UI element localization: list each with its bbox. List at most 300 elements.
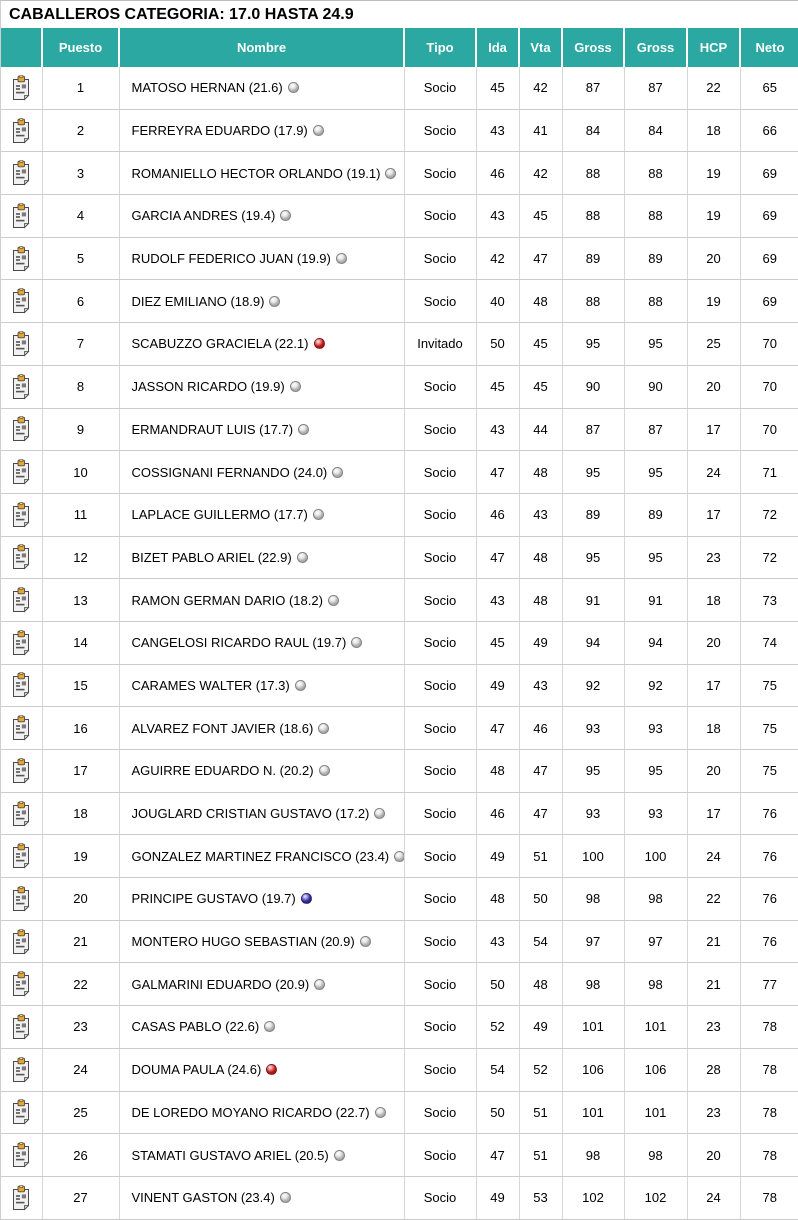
- tipo-cell: Socio: [404, 365, 476, 408]
- scorecard-icon[interactable]: [10, 971, 32, 997]
- gross-2-cell: 87: [624, 67, 687, 109]
- ida-cell: 49: [476, 835, 519, 878]
- hcp-cell: 19: [687, 195, 740, 238]
- ida-cell: 43: [476, 408, 519, 451]
- vta-cell: 49: [519, 621, 562, 664]
- player-name: SCABUZZO GRACIELA (22.1): [131, 336, 309, 352]
- table-row: [1, 451, 798, 494]
- scorecard-icon[interactable]: [10, 843, 32, 869]
- puesto-cell: 12: [42, 536, 119, 579]
- player-name: CANGELOSI RICARDO RAUL (19.7): [131, 635, 347, 651]
- vta-cell: 47: [519, 750, 562, 793]
- nombre-cell: [119, 152, 404, 195]
- puesto-cell: 10: [42, 451, 119, 494]
- player-name: ERMANDRAUT LUIS (17.7): [131, 421, 294, 437]
- tipo-cell: Socio: [404, 451, 476, 494]
- player-name: STAMATI GUSTAVO ARIEL (20.5): [131, 1147, 329, 1163]
- player-name: DOUMA PAULA (24.6): [131, 1062, 262, 1078]
- scorecard-icon[interactable]: [10, 331, 32, 357]
- scorecard-icon[interactable]: [10, 203, 32, 229]
- page-title: CABALLEROS CATEGORIA: 17.0 HASTA 24.9: [9, 6, 354, 23]
- table-row: [1, 408, 798, 451]
- hcp-cell: 22: [687, 878, 740, 921]
- puesto-cell: 17: [42, 750, 119, 793]
- table-row: [1, 365, 798, 408]
- tipo-cell: Socio: [404, 835, 476, 878]
- ida-cell: 47: [476, 536, 519, 579]
- status-dot-icon: [264, 1021, 275, 1032]
- nombre-cell: [119, 237, 404, 280]
- scorecard-icon[interactable]: [10, 160, 32, 186]
- scorecard-cell: [1, 1176, 42, 1219]
- hcp-cell: 24: [687, 835, 740, 878]
- table-row: [1, 195, 798, 238]
- gross-2-cell: 102: [624, 1176, 687, 1219]
- scorecard-icon[interactable]: [10, 758, 32, 784]
- table-row: [1, 493, 798, 536]
- scorecard-cell: [1, 280, 42, 323]
- tipo-cell: Socio: [404, 408, 476, 451]
- neto-cell: 78: [740, 1048, 798, 1091]
- table-row: [1, 1048, 798, 1091]
- nombre-cell: [119, 365, 404, 408]
- neto-cell: 76: [740, 878, 798, 921]
- scorecard-cell: [1, 536, 42, 579]
- header-puesto: Puesto: [42, 28, 119, 67]
- gross-2-cell: 98: [624, 1134, 687, 1177]
- header-neto: Neto: [740, 28, 798, 67]
- tipo-cell: Socio: [404, 195, 476, 238]
- scorecard-icon[interactable]: [10, 502, 32, 528]
- ida-cell: 49: [476, 664, 519, 707]
- gross-cell: 87: [562, 67, 624, 109]
- tipo-cell: Socio: [404, 1176, 476, 1219]
- table-row: [1, 1176, 798, 1219]
- neto-cell: 72: [740, 536, 798, 579]
- vta-cell: 44: [519, 408, 562, 451]
- ida-cell: 43: [476, 109, 519, 152]
- ida-cell: 45: [476, 621, 519, 664]
- player-name: FERREYRA EDUARDO (17.9): [131, 123, 308, 139]
- gross-cell: 106: [562, 1048, 624, 1091]
- gross-cell: 98: [562, 963, 624, 1006]
- tipo-cell: Socio: [404, 963, 476, 1006]
- nombre-cell: [119, 1091, 404, 1134]
- nombre-cell: [119, 1176, 404, 1219]
- scorecard-icon[interactable]: [10, 374, 32, 400]
- gross-cell: 91: [562, 579, 624, 622]
- vta-cell: 52: [519, 1048, 562, 1091]
- table-row: [1, 835, 798, 878]
- player-name: ALVAREZ FONT JAVIER (18.6): [131, 720, 314, 736]
- vta-cell: 48: [519, 963, 562, 1006]
- scorecard-cell: [1, 1134, 42, 1177]
- nombre-cell: [119, 621, 404, 664]
- ida-cell: 52: [476, 1006, 519, 1049]
- gross-cell: 93: [562, 707, 624, 750]
- tipo-cell: Socio: [404, 536, 476, 579]
- ida-cell: 45: [476, 67, 519, 109]
- player-name: LAPLACE GUILLERMO (17.7): [131, 507, 308, 523]
- ida-cell: 46: [476, 792, 519, 835]
- header-icon-col: [1, 28, 42, 67]
- scorecard-icon[interactable]: [10, 1142, 32, 1168]
- gross-2-cell: 100: [624, 835, 687, 878]
- gross-2-cell: 95: [624, 451, 687, 494]
- nombre-cell: [119, 707, 404, 750]
- header-vta: Vta: [519, 28, 562, 67]
- neto-cell: 70: [740, 408, 798, 451]
- ida-cell: 43: [476, 195, 519, 238]
- ida-cell: 48: [476, 878, 519, 921]
- status-dot-icon: [375, 1107, 386, 1118]
- neto-cell: 78: [740, 1006, 798, 1049]
- nombre-cell: [119, 792, 404, 835]
- neto-cell: 77: [740, 963, 798, 1006]
- vta-cell: 48: [519, 280, 562, 323]
- tipo-cell: Socio: [404, 1006, 476, 1049]
- puesto-cell: 24: [42, 1048, 119, 1091]
- neto-cell: 71: [740, 451, 798, 494]
- hcp-cell: 17: [687, 792, 740, 835]
- ida-cell: 50: [476, 1091, 519, 1134]
- nombre-cell: [119, 109, 404, 152]
- puesto-cell: 22: [42, 963, 119, 1006]
- player-name: MATOSO HERNAN (21.6): [131, 80, 283, 96]
- neto-cell: 69: [740, 280, 798, 323]
- hcp-cell: 19: [687, 280, 740, 323]
- player-name: JOUGLARD CRISTIAN GUSTAVO (17.2): [131, 806, 370, 822]
- gross-cell: 90: [562, 365, 624, 408]
- neto-cell: 78: [740, 1091, 798, 1134]
- neto-cell: 76: [740, 792, 798, 835]
- tipo-cell: Socio: [404, 67, 476, 109]
- neto-cell: 76: [740, 835, 798, 878]
- hcp-cell: 20: [687, 1134, 740, 1177]
- status-dot-icon: [266, 1064, 277, 1075]
- scorecard-icon[interactable]: [10, 1057, 32, 1083]
- status-dot-icon: [269, 296, 280, 307]
- puesto-cell: 19: [42, 835, 119, 878]
- table-row: [1, 1006, 798, 1049]
- ida-cell: 49: [476, 1176, 519, 1219]
- player-name: JASSON RICARDO (19.9): [131, 379, 285, 395]
- gross-2-cell: 89: [624, 237, 687, 280]
- neto-cell: 78: [740, 1134, 798, 1177]
- tipo-cell: Socio: [404, 792, 476, 835]
- gross-cell: 95: [562, 451, 624, 494]
- vta-cell: 54: [519, 920, 562, 963]
- scorecard-icon[interactable]: [10, 929, 32, 955]
- results-table: [1, 28, 798, 1220]
- status-dot-icon: [314, 979, 325, 990]
- header-row: [1, 28, 798, 67]
- scorecard-cell: [1, 621, 42, 664]
- nombre-cell: [119, 664, 404, 707]
- gross-cell: 87: [562, 408, 624, 451]
- gross-cell: 102: [562, 1176, 624, 1219]
- gross-2-cell: 94: [624, 621, 687, 664]
- gross-cell: 101: [562, 1006, 624, 1049]
- gross-cell: 88: [562, 195, 624, 238]
- neto-cell: 76: [740, 920, 798, 963]
- status-dot-icon: [385, 168, 396, 179]
- table-row: [1, 280, 798, 323]
- gross-cell: 95: [562, 536, 624, 579]
- scorecard-cell: [1, 493, 42, 536]
- header-hcp: HCP: [687, 28, 740, 67]
- scorecard-cell: [1, 237, 42, 280]
- puesto-cell: 25: [42, 1091, 119, 1134]
- puesto-cell: 23: [42, 1006, 119, 1049]
- status-dot-icon: [297, 552, 308, 563]
- status-dot-icon: [351, 637, 362, 648]
- status-dot-icon: [288, 82, 299, 93]
- table-row: [1, 323, 798, 366]
- puesto-cell: 5: [42, 237, 119, 280]
- nombre-cell: [119, 835, 404, 878]
- gross-2-cell: 95: [624, 750, 687, 793]
- gross-cell: 95: [562, 323, 624, 366]
- neto-cell: 75: [740, 750, 798, 793]
- vta-cell: 48: [519, 451, 562, 494]
- hcp-cell: 18: [687, 707, 740, 750]
- tipo-cell: Socio: [404, 237, 476, 280]
- puesto-cell: 7: [42, 323, 119, 366]
- neto-cell: 69: [740, 195, 798, 238]
- hcp-cell: 28: [687, 1048, 740, 1091]
- puesto-cell: 16: [42, 707, 119, 750]
- neto-cell: 69: [740, 152, 798, 195]
- player-name: DIEZ EMILIANO (18.9): [131, 293, 265, 309]
- player-name: PRINCIPE GUSTAVO (19.7): [131, 891, 296, 907]
- nombre-cell: [119, 493, 404, 536]
- player-name: GALMARINI EDUARDO (20.9): [131, 976, 310, 992]
- ida-cell: 47: [476, 1134, 519, 1177]
- player-name: BIZET PABLO ARIEL (22.9): [131, 549, 292, 565]
- nombre-cell: [119, 323, 404, 366]
- scorecard-cell: [1, 1091, 42, 1134]
- gross-2-cell: 93: [624, 707, 687, 750]
- tipo-cell: Socio: [404, 1134, 476, 1177]
- hcp-cell: 24: [687, 1176, 740, 1219]
- hcp-cell: 25: [687, 323, 740, 366]
- tipo-cell: Socio: [404, 750, 476, 793]
- scorecard-cell: [1, 67, 42, 109]
- status-dot-icon: [334, 1150, 345, 1161]
- gross-2-cell: 87: [624, 408, 687, 451]
- scorecard-cell: [1, 792, 42, 835]
- scorecard-icon[interactable]: [10, 288, 32, 314]
- scorecard-icon[interactable]: [10, 715, 32, 741]
- gross-cell: 88: [562, 152, 624, 195]
- vta-cell: 41: [519, 109, 562, 152]
- hcp-cell: 23: [687, 1091, 740, 1134]
- nombre-cell: [119, 579, 404, 622]
- status-dot-icon: [332, 467, 343, 478]
- tipo-cell: Socio: [404, 280, 476, 323]
- puesto-cell: 15: [42, 664, 119, 707]
- scorecard-cell: [1, 451, 42, 494]
- gross-2-cell: 93: [624, 792, 687, 835]
- scorecard-icon[interactable]: [10, 118, 32, 144]
- scorecard-icon[interactable]: [10, 886, 32, 912]
- table-row: [1, 963, 798, 1006]
- hcp-cell: 22: [687, 67, 740, 109]
- scorecard-icon[interactable]: [10, 587, 32, 613]
- gross-2-cell: 88: [624, 152, 687, 195]
- tipo-cell: Socio: [404, 1091, 476, 1134]
- table-row: [1, 707, 798, 750]
- nombre-cell: [119, 963, 404, 1006]
- vta-cell: 46: [519, 707, 562, 750]
- tipo-cell: Socio: [404, 664, 476, 707]
- gross-2-cell: 88: [624, 195, 687, 238]
- scorecard-icon[interactable]: [10, 75, 32, 101]
- gross-2-cell: 95: [624, 323, 687, 366]
- tipo-cell: Socio: [404, 1048, 476, 1091]
- tipo-cell: Socio: [404, 878, 476, 921]
- gross-2-cell: 101: [624, 1091, 687, 1134]
- puesto-cell: 9: [42, 408, 119, 451]
- neto-cell: 75: [740, 707, 798, 750]
- header-tipo: Tipo: [404, 28, 476, 67]
- table-row: [1, 579, 798, 622]
- tipo-cell: Socio: [404, 707, 476, 750]
- scorecard-icon[interactable]: [10, 246, 32, 272]
- scorecard-icon[interactable]: [10, 459, 32, 485]
- hcp-cell: 18: [687, 109, 740, 152]
- ida-cell: 54: [476, 1048, 519, 1091]
- scorecard-icon[interactable]: [10, 544, 32, 570]
- scorecard-icon[interactable]: [10, 416, 32, 442]
- scorecard-icon[interactable]: [10, 630, 32, 656]
- status-dot-icon: [301, 893, 312, 904]
- header-nombre: Nombre: [119, 28, 404, 67]
- vta-cell: 51: [519, 1091, 562, 1134]
- table-row: [1, 792, 798, 835]
- vta-cell: 42: [519, 152, 562, 195]
- puesto-cell: 8: [42, 365, 119, 408]
- player-name: CASAS PABLO (22.6): [131, 1019, 260, 1035]
- player-name: RUDOLF FEDERICO JUAN (19.9): [131, 251, 331, 267]
- gross-cell: 92: [562, 664, 624, 707]
- vta-cell: 48: [519, 536, 562, 579]
- status-dot-icon: [319, 765, 330, 776]
- ida-cell: 40: [476, 280, 519, 323]
- gross-2-cell: 92: [624, 664, 687, 707]
- scorecard-icon[interactable]: [10, 1185, 32, 1211]
- status-dot-icon: [295, 680, 306, 691]
- scorecard-cell: [1, 109, 42, 152]
- scorecard-icon[interactable]: [10, 1099, 32, 1125]
- hcp-cell: 20: [687, 621, 740, 664]
- player-name: MONTERO HUGO SEBASTIAN (20.9): [131, 934, 355, 950]
- status-dot-icon: [313, 125, 324, 136]
- puesto-cell: 2: [42, 109, 119, 152]
- ida-cell: 43: [476, 920, 519, 963]
- scorecard-cell: [1, 1048, 42, 1091]
- hcp-cell: 20: [687, 750, 740, 793]
- status-dot-icon: [336, 253, 347, 264]
- scorecard-icon[interactable]: [10, 801, 32, 827]
- player-name: VINENT GASTON (23.4): [131, 1190, 275, 1206]
- scorecard-cell: [1, 707, 42, 750]
- hcp-cell: 20: [687, 237, 740, 280]
- gross-cell: 94: [562, 621, 624, 664]
- gross-2-cell: 95: [624, 536, 687, 579]
- vta-cell: 45: [519, 365, 562, 408]
- scorecard-cell: [1, 835, 42, 878]
- nombre-cell: [119, 920, 404, 963]
- player-name: RAMON GERMAN DARIO (18.2): [131, 592, 323, 608]
- header-gross-2: Gross: [624, 28, 687, 67]
- gross-2-cell: 91: [624, 579, 687, 622]
- neto-cell: 72: [740, 493, 798, 536]
- puesto-cell: 27: [42, 1176, 119, 1219]
- status-dot-icon: [360, 936, 371, 947]
- scorecard-cell: [1, 579, 42, 622]
- puesto-cell: 14: [42, 621, 119, 664]
- tipo-cell: Socio: [404, 152, 476, 195]
- vta-cell: 43: [519, 664, 562, 707]
- gross-2-cell: 106: [624, 1048, 687, 1091]
- neto-cell: 66: [740, 109, 798, 152]
- table-row: [1, 237, 798, 280]
- table-row: [1, 1134, 798, 1177]
- header-gross-1: Gross: [562, 28, 624, 67]
- puesto-cell: 18: [42, 792, 119, 835]
- nombre-cell: [119, 67, 404, 109]
- gross-cell: 84: [562, 109, 624, 152]
- status-dot-icon: [328, 595, 339, 606]
- tipo-cell: Socio: [404, 579, 476, 622]
- status-dot-icon: [318, 723, 329, 734]
- ida-cell: 50: [476, 323, 519, 366]
- neto-cell: 69: [740, 237, 798, 280]
- header-ida: Ida: [476, 28, 519, 67]
- gross-2-cell: 89: [624, 493, 687, 536]
- nombre-cell: [119, 195, 404, 238]
- neto-cell: 70: [740, 365, 798, 408]
- vta-cell: 47: [519, 237, 562, 280]
- player-name: GONZALEZ MARTINEZ FRANCISCO (23.4): [131, 848, 390, 864]
- puesto-cell: 4: [42, 195, 119, 238]
- hcp-cell: 23: [687, 1006, 740, 1049]
- nombre-cell: [119, 536, 404, 579]
- scorecard-cell: [1, 920, 42, 963]
- scorecard-icon[interactable]: [10, 1014, 32, 1040]
- scorecard-cell: [1, 664, 42, 707]
- nombre-cell: [119, 750, 404, 793]
- gross-cell: 95: [562, 750, 624, 793]
- gross-cell: 98: [562, 878, 624, 921]
- scorecard-icon[interactable]: [10, 672, 32, 698]
- scorecard-cell: [1, 878, 42, 921]
- puesto-cell: 13: [42, 579, 119, 622]
- ida-cell: 46: [476, 152, 519, 195]
- puesto-cell: 26: [42, 1134, 119, 1177]
- table-row: [1, 750, 798, 793]
- hcp-cell: 17: [687, 408, 740, 451]
- status-dot-icon: [313, 509, 324, 520]
- vta-cell: 45: [519, 323, 562, 366]
- neto-cell: 78: [740, 1176, 798, 1219]
- status-dot-icon: [394, 851, 404, 862]
- table-row: [1, 920, 798, 963]
- player-name: CARAMES WALTER (17.3): [131, 677, 290, 693]
- player-name: GARCIA ANDRES (19.4): [131, 208, 276, 224]
